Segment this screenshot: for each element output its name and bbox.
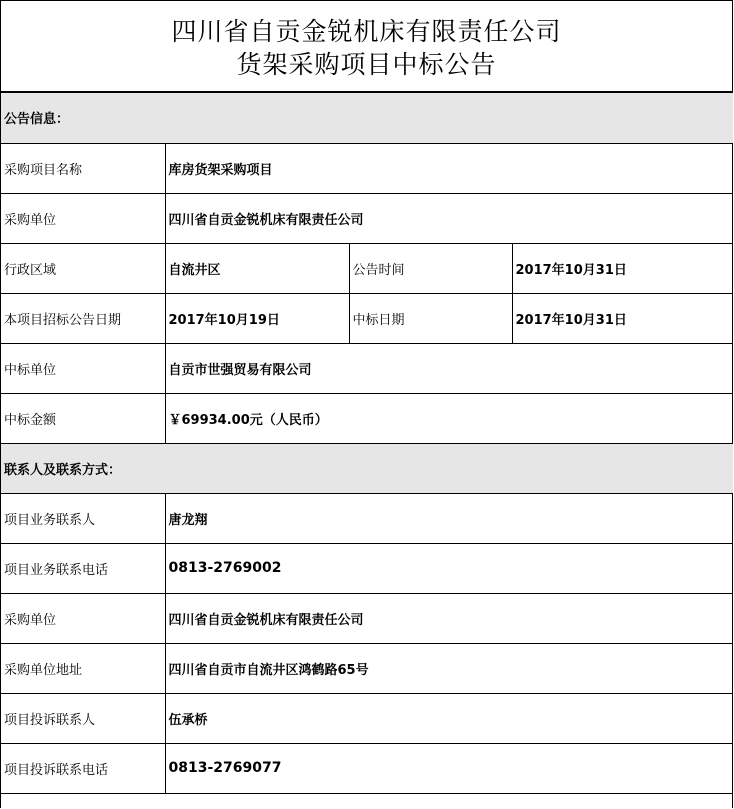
- region-value: 自流井区: [165, 243, 349, 293]
- page-title: [1, 1, 732, 93]
- table-row: [1, 393, 733, 443]
- section-contacts: [1, 443, 733, 493]
- contact-purchaser-value: 四川省自贡金锐机床有限责任公司: [165, 593, 733, 643]
- table-row: [1, 743, 733, 793]
- table-row: [1, 293, 733, 343]
- section-announcement-info: [1, 93, 733, 143]
- project-name-value: 库房货架采购项目: [165, 143, 733, 193]
- purchaser-value: 四川省自贡金锐机床有限责任公司: [165, 193, 733, 243]
- purchaser-address-label: 采购单位地址: [1, 643, 165, 693]
- table-row: [1, 243, 733, 293]
- section-label: 公告信息：: [1, 93, 733, 143]
- table-row: [1, 193, 733, 243]
- complaint-contact-label: 项目投诉联系人: [1, 693, 165, 743]
- table-row: [1, 693, 733, 743]
- winner-value: 自贡市世强贸易有限公司: [165, 343, 733, 393]
- table-row: [1, 143, 733, 193]
- tender-date-label: 本项目招标公告日期: [1, 293, 165, 343]
- notice-time-label: 公告时间: [349, 243, 512, 293]
- title-line-2: 货架采购项目中标公告: [236, 50, 497, 79]
- business-contact-label: 项目业务联系人: [1, 493, 165, 543]
- announcement-table: [1, 93, 733, 794]
- complaint-contact-value: 伍承桥: [165, 693, 733, 743]
- business-phone-value: 0813-2769002: [165, 543, 733, 593]
- winner-label: 中标单位: [1, 343, 165, 393]
- complaint-phone-label: 项目投诉联系电话: [1, 743, 165, 793]
- section-label: 联系人及联系方式：: [1, 443, 733, 493]
- purchaser-label: 采购单位: [1, 193, 165, 243]
- table-row: [1, 593, 733, 643]
- amount-label: 中标金额: [1, 393, 165, 443]
- table-row: [1, 343, 733, 393]
- business-contact-value: 唐龙翔: [165, 493, 733, 543]
- contact-purchaser-label: 采购单位: [1, 593, 165, 643]
- award-date-label: 中标日期: [349, 293, 512, 343]
- region-label: 行政区域: [1, 243, 165, 293]
- purchaser-address-value: 四川省自贡市自流井区鸿鹤路65号: [165, 643, 733, 693]
- table-row: [1, 493, 733, 543]
- amount-value: ￥69934.00元（人民币）: [165, 393, 733, 443]
- business-phone-label: 项目业务联系电话: [1, 543, 165, 593]
- notice-time-value: 2017年10月31日: [512, 243, 733, 293]
- tender-date-value: 2017年10月19日: [165, 293, 349, 343]
- table-row: [1, 643, 733, 693]
- award-date-value: 2017年10月31日: [512, 293, 733, 343]
- complaint-phone-value: 0813-2769077: [165, 743, 733, 793]
- title-line-1: 四川省自贡金锐机床有限责任公司: [171, 17, 562, 46]
- table-row: [1, 543, 733, 593]
- project-name-label: 采购项目名称: [1, 143, 165, 193]
